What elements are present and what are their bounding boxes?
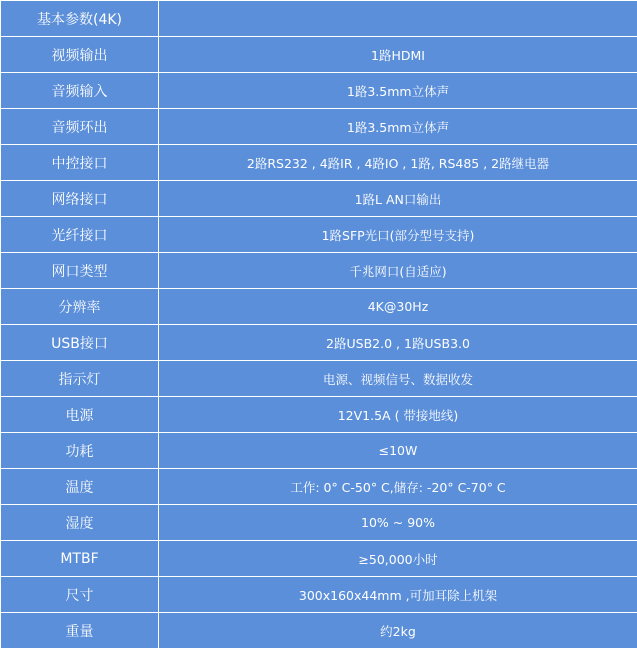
spec-value: 工作: 0° C-50° C,储存: -20° C-70° C — [159, 469, 637, 505]
spec-label: 音频环出 — [1, 109, 159, 145]
table-row — [1, 433, 637, 469]
table-row — [1, 109, 637, 145]
spec-value: 10% ~ 90% — [159, 505, 637, 541]
spec-label: 功耗 — [1, 433, 159, 469]
table-row — [1, 217, 637, 253]
spec-value: 1路3.5mm立体声 — [159, 73, 637, 109]
spec-label: 电源 — [1, 397, 159, 433]
table-title-value — [159, 1, 637, 37]
spec-value: ≤10W — [159, 433, 637, 469]
spec-label: 网口类型 — [1, 253, 159, 289]
spec-label: 视频输出 — [1, 37, 159, 73]
table-row — [1, 361, 637, 397]
table-row — [1, 73, 637, 109]
spec-label: USB接口 — [1, 325, 159, 361]
table-row — [1, 181, 637, 217]
spec-label: MTBF — [1, 541, 159, 577]
spec-value: 千兆网口(自适应) — [159, 253, 637, 289]
table-row — [1, 577, 637, 613]
spec-label: 指示灯 — [1, 361, 159, 397]
table-row — [1, 397, 637, 433]
table-row — [1, 325, 637, 361]
spec-value: 约2kg — [159, 613, 637, 649]
spec-value: 4K@30Hz — [159, 289, 637, 325]
spec-value: 电源、视频信号、数据收发 — [159, 361, 637, 397]
table-row — [1, 541, 637, 577]
table-row — [1, 289, 637, 325]
spec-label: 分辨率 — [1, 289, 159, 325]
table-title: 基本参数(4K) — [1, 1, 159, 37]
spec-label: 光纤接口 — [1, 217, 159, 253]
spec-label: 温度 — [1, 469, 159, 505]
spec-value: 2路USB2.0 , 1路USB3.0 — [159, 325, 637, 361]
spec-value: ≥50,000小时 — [159, 541, 637, 577]
spec-label: 中控接口 — [1, 145, 159, 181]
spec-label: 重量 — [1, 613, 159, 649]
spec-value: 12V1.5A ( 带接地线) — [159, 397, 637, 433]
table-header-row — [1, 1, 637, 37]
table-row — [1, 505, 637, 541]
spec-label: 尺寸 — [1, 577, 159, 613]
spec-value: 1路SFP光口(部分型号支持) — [159, 217, 637, 253]
spec-value: 1路L AN口输出 — [159, 181, 637, 217]
table-row — [1, 145, 637, 181]
spec-table-body — [1, 1, 637, 649]
spec-value: 1路HDMI — [159, 37, 637, 73]
spec-value: 300x160x44mm ,可加耳除上机架 — [159, 577, 637, 613]
spec-label: 湿度 — [1, 505, 159, 541]
table-row — [1, 613, 637, 649]
spec-value: 1路3.5mm立体声 — [159, 109, 637, 145]
spec-label: 音频输入 — [1, 73, 159, 109]
table-row — [1, 469, 637, 505]
table-row — [1, 37, 637, 73]
spec-value: 2路RS232 , 4路IR , 4路IO , 1路, RS485 , 2路继电器 — [159, 145, 637, 181]
spec-label: 网络接口 — [1, 181, 159, 217]
table-row — [1, 253, 637, 289]
